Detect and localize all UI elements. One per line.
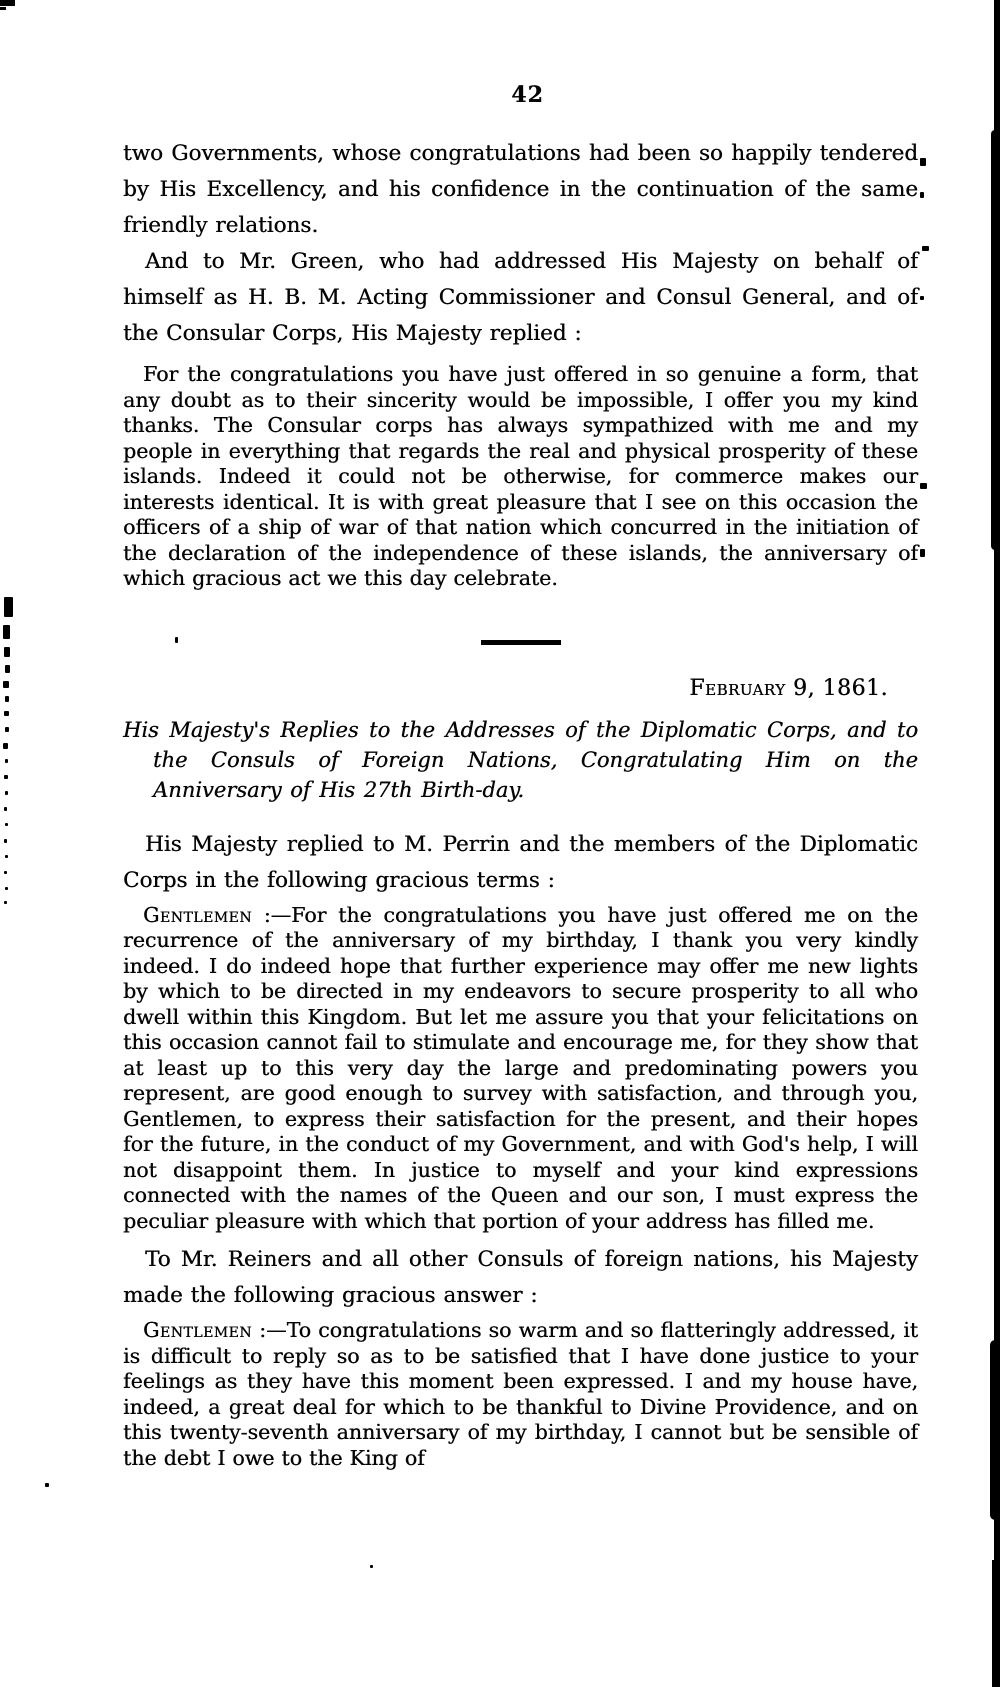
date-line: February 9, 1861.: [689, 675, 888, 701]
margin-bleed-marks: [0, 595, 16, 915]
scan-speck: [920, 549, 925, 557]
scan-speck: [922, 246, 929, 251]
paragraph-perrin-intro: His Majesty replied to M. Perrin and the members of the Diplomatic Corps in the following gracious terms :: [123, 831, 918, 893]
scan-speck: [920, 296, 924, 300]
scan-speck: [370, 1565, 373, 1568]
scan-gutter-line: [991, 130, 1000, 550]
text-column: [123, 0, 918, 1471]
page-number: 42: [511, 82, 544, 108]
scan-corner-mark: [0, 0, 15, 6]
blockquote-body-text: :—For the congratulations you have just offered me on the recurrence of the anniversary of my birthday, I thank you very kindly indeed. I do indeed hope that further experience may offer me new lights by which to be directed in my endeavors to secure prosperity to all who dwell within this Kingdom. But let me assure you that your felicitations on this occasion cannot fail to stimulate and encourage me, for they show that at least up to this very day the large and predominating powers you represent, are good enough to survey with satisfaction, and through you, Gentlemen, to express their satisfaction for the present, and their hopes for the future, in the conduct of my Government, and with God's help, I will not disappoint them. In justice to myself and your kind expressions connected with the names of the Queen and our son, I must express the peculiar pleasure with which that portion of your address has filled me.: [123, 902, 918, 1233]
scan-speck: [920, 192, 924, 198]
paragraph-green-address: And to Mr. Green, who had addressed His Majesty on behalf of himself as H. B. M. Acting Commissioner and Consul General, and of the Consular Corps, His Majesty replied :: [123, 249, 918, 346]
scan-gutter-line: [990, 1340, 1000, 1520]
scan-speck: [45, 1483, 49, 1487]
paragraph-reiners-intro: To Mr. Reiners and all other Consuls of foreign nations, his Majesty made the following gracious answer :: [123, 1247, 918, 1308]
scan-speck: [920, 483, 927, 489]
paragraph-continuation: two Governments, whose congratulations had been so happily tendered by His Excellency, and his confidence in the continuation of the same friendly relations.: [123, 141, 918, 238]
blockquote-body-text: :—To congratulations so warm and so flatteringly addressed, it is difficult to reply so as to be satisfied that I have done justice to your feelings as they have this moment been expressed. I and my house have, indeed, a great deal for which to be thankful to Divine Providence, and on this twenty-seventh anniversary of my birthday, I cannot but be sensible of the debt I owe to the King of: [123, 1318, 918, 1470]
blockquote-reply-consuls: [123, 1318, 918, 1471]
section-heading: His Majesty's Replies to the Addresses of the Diplomatic Corps, and to the Consuls of Foreign Nations, Congratulating Him on the Anniversary of His 27th Birth-day.: [123, 717, 918, 802]
scan-speck: [920, 158, 926, 166]
blockquote-reply-to-green: For the congratulations you have just offered in so genuine a form, that any doubt as to their sincerity would be impossible, I offer you my kind thanks. The Consular corps has always sympathized with me and my people in everything that regards the real and physical prosperity of these islands. Indeed it could not be otherwise, for commerce makes our interests identical. It is with great pleasure that I see on this occasion the officers of a ship of war of that nation which concurred in the initiation of the declaration of the independence of these islands, the anniversary of which gracious act we this day celebrate.: [123, 362, 918, 590]
scan-corner-mark: [0, 7, 6, 10]
salutation-gentlemen: Gentlemen: [143, 902, 253, 927]
salutation-gentlemen: Gentlemen: [143, 1318, 253, 1342]
scan-gutter-line: [992, 1560, 1000, 1687]
blockquote-reply-diplomatic-corps: [123, 903, 918, 1235]
section-divider-rule: [481, 640, 561, 645]
